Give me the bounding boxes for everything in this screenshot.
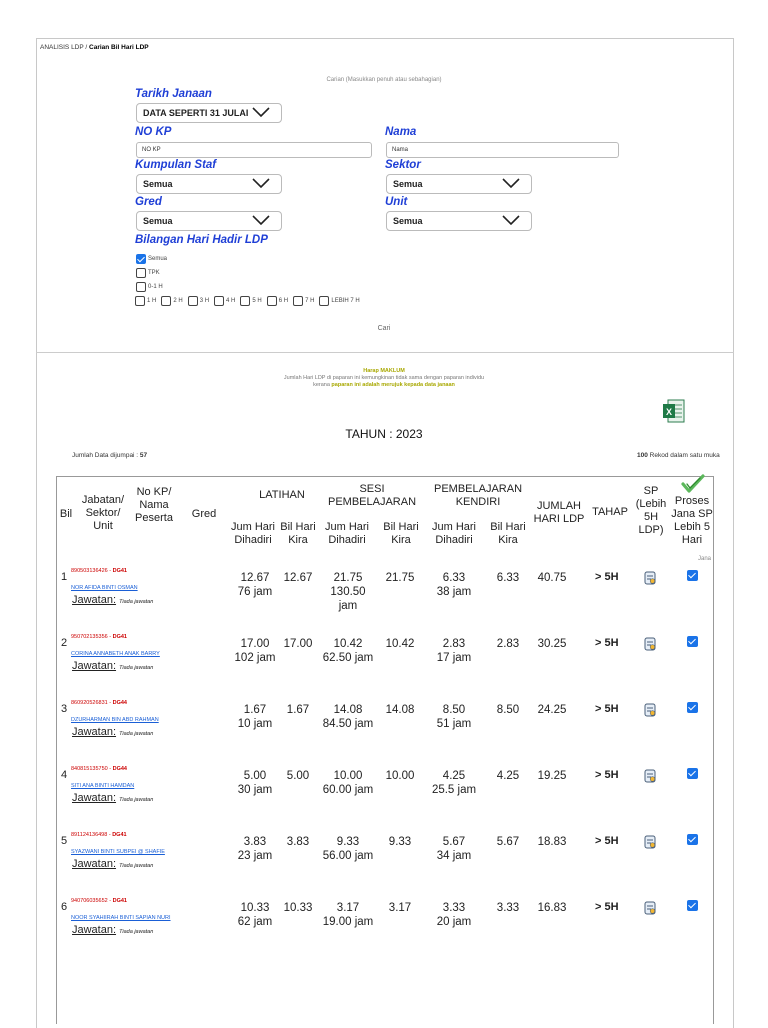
row-sesi-jam: 60.00 jam [322,784,374,796]
checkbox-5h[interactable] [240,296,250,306]
row-latihan-jum [226,769,284,797]
opt-4h[interactable] [214,292,235,310]
row-tahap: > 5H [595,637,619,649]
row-sesi-jum [318,571,378,613]
row-gred: DG44 [112,766,127,772]
row-latihan-jam: 62 jam [237,916,273,928]
row-sesi-bil: 9.33 [388,836,412,848]
row-latihan-bil: 5.00 [286,770,310,782]
row-latihan-bil: 12.67 [283,572,313,584]
row-jawatan-label: Jawatan: [72,792,117,804]
nama-input[interactable]: Nama [386,142,619,158]
opt-1h-label: 1 H [147,297,157,304]
row-jawatan-value: Tiada jawatan [119,797,154,803]
row-kendiri-jh: 3.33 [442,902,466,914]
header-sp: SP (Lebih 5H LDP) [635,485,667,536]
row-jawatan-value: Tiada jawatan [119,863,154,869]
row-jawatan [72,858,153,870]
sektor-select[interactable] [386,174,532,194]
header-nokp: No KP/ Nama Peserta [135,486,173,524]
row-nama-link[interactable]: SYAZWANI BINTI SUBPEI @ SHAFIE [71,849,165,855]
checkbox-2h[interactable] [161,296,171,306]
row-latihan-jum [226,703,284,731]
checkbox-proses-jana[interactable] [687,900,698,911]
checkbox-proses-jana[interactable] [687,768,698,779]
row-bil: 6 [61,901,68,913]
gred-select[interactable] [136,211,282,231]
green-check-icon [680,474,706,494]
opt-2h-label: 2 H [173,297,183,304]
row-kendiri-jh: 4.25 [442,770,466,782]
row-gred: DG41 [112,634,127,640]
row-kp: 891124136498 - [71,832,113,838]
header-lat-jum: Jum Hari Dihadiri [230,521,275,546]
row-jawatan [72,924,153,936]
row-kendiri-bil: 3.33 [496,902,520,914]
opt-6h-label: 6 H [278,297,289,304]
nokp-label: NO KP [135,126,172,138]
row-jawatan-label: Jawatan: [72,726,117,738]
row-latihan-jum [226,901,284,929]
row-latihan-bil: 10.33 [283,902,313,914]
rekod-per-page[interactable] [637,452,720,459]
nama-label: Nama [385,126,417,138]
row-sesi-jam2: jam [338,600,358,612]
header-ken-jum: Jum Hari Dihadiri [431,521,476,546]
row-kendiri-jum [424,637,484,665]
gred-label: Gred [135,196,162,208]
row-kp: 940706035652 - [71,898,113,904]
notice [0,368,768,389]
checkbox-proses-jana[interactable] [687,702,698,713]
header-lat-bil: Bil Hari Kira [280,521,316,546]
row-kendiri-jh: 8.50 [442,704,466,716]
checkbox-4h[interactable] [214,296,224,306]
row-nama-link[interactable]: NOR AFIDA BINTI OSMAN [71,585,138,591]
row-kp: 840815135750 - [71,766,113,772]
row-sesi-jh: 14.08 [333,704,363,716]
document-icon[interactable] [643,571,657,585]
row-kendiri-jh: 6.33 [442,572,466,584]
row-gred: DG44 [112,700,127,706]
nokp-input[interactable]: NO KP [136,142,372,158]
checkbox-lebih7h[interactable] [319,296,329,306]
row-bil: 5 [61,835,68,847]
checkbox-1h[interactable] [135,296,145,306]
row-jawatan-value: Tiada jawatan [119,665,154,671]
row-nokp [71,898,127,904]
cari-button[interactable]: Cari [377,325,391,332]
header-ken-bil: Bil Hari Kira [490,521,526,546]
row-nokp [71,832,127,838]
row-latihan-jum [226,835,284,863]
rekod-text: Rekod dalam satu muka [647,452,720,459]
opt-5h-label: 5 H [252,297,262,304]
row-kendiri-jum [424,703,484,731]
row-sesi-jum [318,703,378,731]
row-latihan-jum [226,571,284,599]
row-latihan-bil: 3.83 [286,836,310,848]
row-sesi-jh: 10.00 [333,770,363,782]
row-nokp [71,568,127,574]
opt-tpk-label: TPK [148,269,160,276]
row-jawatan-label: Jawatan: [72,924,117,936]
chevron-down-icon [251,106,271,118]
row-nama-link[interactable]: SITI ANA BINTI HAMDAN [71,783,135,789]
row-jawatan-label: Jawatan: [72,660,117,672]
row-bil: 4 [61,769,68,781]
row-sesi-bil: 10.42 [385,638,415,650]
header-proses: Proses Jana SP Lebih 5 Hari [671,495,713,546]
row-tahap: > 5H [595,835,619,847]
row-kendiri-jum [424,901,484,929]
row-tahap: > 5H [595,901,619,913]
row-latihan-jam: 102 jam [234,652,276,664]
row-latihan-jh: 1.67 [243,704,267,716]
opt-3h[interactable] [188,292,209,310]
header-kendiri: PEMBELAJARAN KENDIRI [433,483,523,508]
jumlah-data-count: 57 [139,452,148,459]
breadcrumb-current: Carian Bil Hari LDP [89,44,149,51]
header-jumlah: JUMLAH HARI LDP [533,500,585,525]
checkbox-01h[interactable] [136,282,146,292]
tarikh-label: Tarikh Janaan [135,88,212,100]
row-nokp [71,766,127,772]
sektor-label: Sektor [385,159,421,171]
row-jumlah: 18.83 [537,836,567,848]
row-kendiri-jam: 38 jam [436,586,472,598]
row-jawatan [72,660,153,672]
row-jawatan [72,792,153,804]
row-sesi-bil: 14.08 [385,704,415,716]
gred-value: Semua [143,216,173,226]
header-jabatan: Jabatan/ Sektor/ Unit [81,494,125,532]
opt-3h-label: 3 H [199,297,210,304]
row-tahap: > 5H [595,769,619,781]
row-jumlah: 16.83 [537,902,567,914]
row-kendiri-bil: 2.83 [496,638,520,650]
row-sesi-bil: 10.00 [385,770,415,782]
row-sesi-jh: 21.75 [333,572,363,584]
opt-1h[interactable] [135,292,156,310]
document-icon[interactable] [643,901,657,915]
header-gred: Gred [191,508,217,520]
row-kendiri-jum [424,769,484,797]
opt-semua-label: Semua [148,255,168,262]
header-sesi: SESI PEMBELAJARAN [327,483,417,508]
row-kendiri-bil: 8.50 [496,704,520,716]
checkbox-semua[interactable] [136,254,146,264]
checkbox-6h[interactable] [267,296,277,306]
row-latihan-jh: 12.67 [240,572,270,584]
divider [36,352,734,353]
opt-lebih7h-label: LEBIH 7 H [331,297,360,304]
row-latihan-jam: 76 jam [237,586,273,598]
row-gred: DG41 [112,898,127,904]
row-bil: 3 [61,703,68,715]
document-icon[interactable] [643,703,657,717]
opt-4h-label: 4 H [226,297,236,304]
row-kp: 950702135356 - [71,634,113,640]
row-kendiri-jam: 51 jam [436,718,472,730]
row-kendiri-jam: 25.5 jam [431,784,477,796]
row-jumlah: 19.25 [537,770,567,782]
row-sesi-jum [318,901,378,929]
row-latihan-jh: 5.00 [243,770,267,782]
row-latihan-jh: 3.83 [243,836,267,848]
row-sesi-jam: 84.50 jam [322,718,374,730]
unit-select[interactable] [386,211,532,231]
rekod-count: 100 [637,452,648,459]
opt-6h[interactable] [267,292,288,310]
notice-line2a: kerana [313,382,332,388]
chevron-down-icon [251,214,271,226]
header-latihan: LATIHAN [259,489,305,501]
checkbox-7h[interactable] [293,296,303,306]
row-latihan-jam: 10 jam [237,718,273,730]
bilangan-label: Bilangan Hari Hadir LDP [135,234,268,246]
row-sesi-jh: 3.17 [336,902,360,914]
checkbox-proses-jana[interactable] [687,834,698,845]
notice-line2b: paparan ini adalah merujuk kepada data janaan [331,382,455,388]
breadcrumb [40,44,149,51]
row-jawatan-value: Tiada jawatan [119,731,154,737]
row-bil: 1 [61,571,68,583]
document-icon[interactable] [643,769,657,783]
row-kendiri-jam: 20 jam [436,916,472,928]
row-sesi-jh: 9.33 [336,836,360,848]
row-kp: 860920526831 - [71,700,113,706]
header-sesi-bil: Bil Hari Kira [383,521,419,546]
breadcrumb-root[interactable]: ANALISIS LDP / [40,44,90,51]
row-jumlah: 30.25 [537,638,567,650]
unit-label: Unit [385,196,408,208]
header-sesi-jum: Jum Hari Dihadiri [324,521,369,546]
checkbox-tpk[interactable] [136,268,146,278]
checkbox-proses-jana[interactable] [687,636,698,647]
row-nama-link[interactable]: DZURHARMAN BIN ABD RAHMAN [71,717,159,723]
row-kendiri-bil: 6.33 [496,572,520,584]
row-kp: 890503136426 - [71,568,113,574]
tarikh-value: DATA SEPERTI 31 JULAI [143,108,249,118]
header-bil: Bil [59,508,73,520]
row-jawatan-label: Jawatan: [72,858,117,870]
notice-title: Harap MAKLUM [363,368,405,374]
row-kendiri-bil: 5.67 [496,836,520,848]
row-kendiri-bil: 4.25 [496,770,520,782]
chevron-down-icon [501,214,521,226]
opt-7h-label: 7 H [305,297,315,304]
opt-5h[interactable] [240,292,261,310]
opt-01h-label: 0-1 H [148,283,163,290]
kumpulan-select[interactable] [136,174,282,194]
row-sesi-jum [318,637,378,665]
kumpulan-label: Kumpulan Staf [135,159,217,171]
row-sesi-jam: 62.50 jam [322,652,374,664]
row-jawatan-value: Tiada jawatan [119,929,154,935]
row-kendiri-jh: 5.67 [442,836,466,848]
row-latihan-bil: 1.67 [286,704,310,716]
row-sesi-bil: 21.75 [385,572,415,584]
unit-value: Semua [393,216,423,226]
tahun-title: TAHUN : 2023 [345,427,423,441]
chevron-down-icon [501,177,521,189]
svg-text:X: X [665,407,673,417]
row-jumlah: 40.75 [537,572,567,584]
row-jumlah: 24.25 [537,704,567,716]
row-gred: DG41 [112,832,127,838]
hours-options [135,292,360,310]
row-sesi-jam: 56.00 jam [322,850,374,862]
row-kendiri-jum [424,835,484,863]
row-latihan-jam: 30 jam [237,784,273,796]
row-kendiri-jum [424,571,484,599]
jumlah-data [72,452,147,459]
row-latihan-jh: 17.00 [240,638,270,650]
row-jawatan-label: Jawatan: [72,594,117,606]
row-tahap: > 5H [595,571,619,583]
kumpulan-value: Semua [143,179,173,189]
chevron-down-icon [251,177,271,189]
sektor-value: Semua [393,179,423,189]
tarikh-select[interactable] [136,103,282,123]
row-sesi-jh: 10.42 [333,638,363,650]
row-gred: DG41 [112,568,127,574]
jana-label: Jana [698,556,712,562]
row-latihan-jh: 10.33 [240,902,270,914]
row-nokp [71,700,127,706]
row-nokp [71,634,127,640]
search-hint: Carian (Masukkan penuh atau sebahagian) [326,77,442,83]
opt-2h[interactable] [161,292,182,310]
row-nama-link[interactable]: NOOR SYAHIIRAH BINTI SAPIAN NURI [71,915,171,921]
row-sesi-jam: 130.50 [330,586,366,598]
results-table [56,476,714,1024]
row-tahap: > 5H [595,703,619,715]
jumlah-data-label: Jumlah Data dijumpai : [72,452,140,459]
row-jawatan [72,726,153,738]
row-latihan-bil: 17.00 [283,638,313,650]
row-latihan-jum [226,637,284,665]
row-bil: 2 [61,637,68,649]
excel-export-icon[interactable] [662,398,686,424]
row-kendiri-jam: 34 jam [436,850,472,862]
checkbox-proses-jana[interactable] [687,570,698,581]
opt-lebih7h[interactable] [319,292,359,310]
row-latihan-jam: 23 jam [237,850,273,862]
checkbox-3h[interactable] [188,296,198,306]
document-icon[interactable] [643,637,657,651]
row-kendiri-jh: 2.83 [442,638,466,650]
row-sesi-jam: 19.00 jam [322,916,374,928]
row-jawatan [72,594,153,606]
row-sesi-jum [318,769,378,797]
opt-7h[interactable] [293,292,314,310]
document-icon[interactable] [643,835,657,849]
row-sesi-bil: 3.17 [388,902,412,914]
row-jawatan-value: Tiada jawatan [119,599,154,605]
notice-line1: Jumlah Hari LDP di paparan ini kemungkinan tidak sama dengan paparan individu [283,375,485,381]
row-kendiri-jam: 17 jam [436,652,472,664]
row-sesi-jum [318,835,378,863]
row-nama-link[interactable]: CORINA ANNABETH ANAK BARRY [71,651,160,657]
header-tahap: TAHAP [592,506,628,518]
